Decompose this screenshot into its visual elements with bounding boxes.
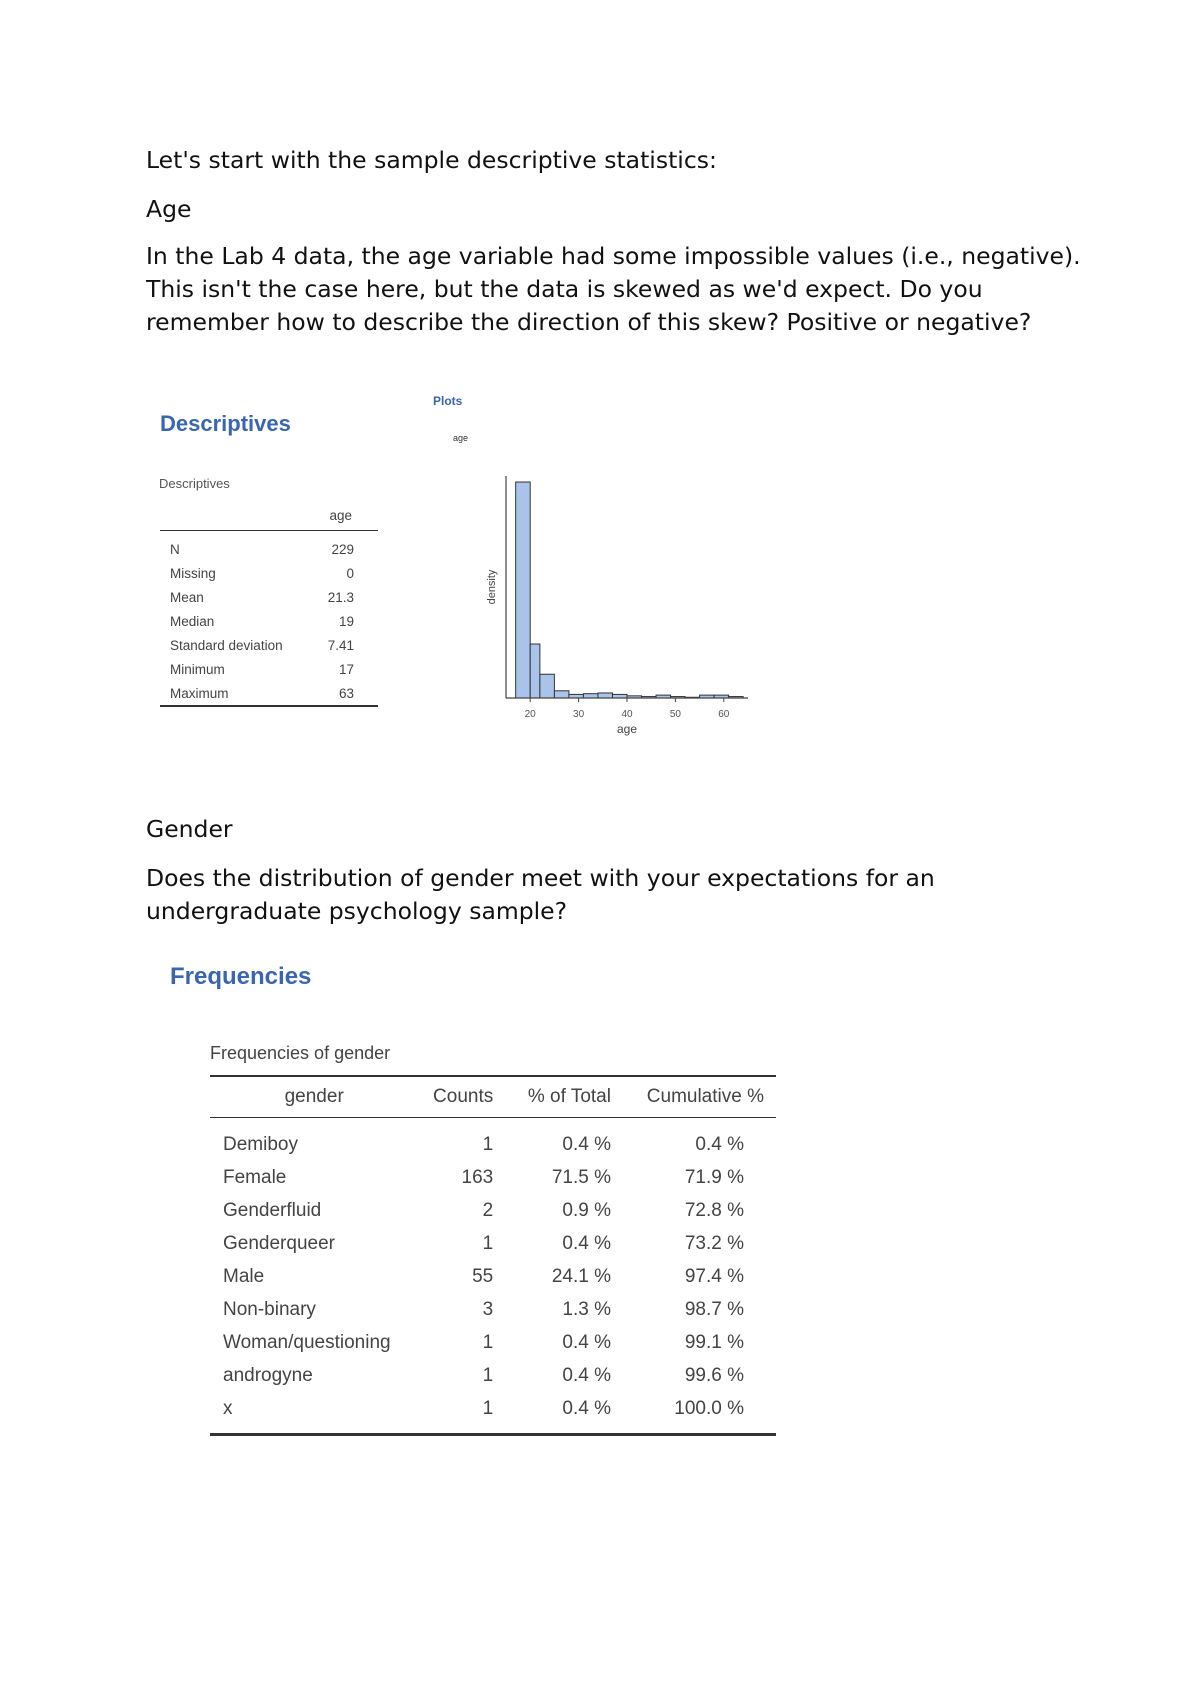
table-row xyxy=(210,1392,776,1435)
gender-heading: Gender xyxy=(146,815,233,843)
table-row xyxy=(210,1359,776,1392)
table-row xyxy=(210,1118,776,1162)
x-axis-label: age xyxy=(616,722,638,736)
cum-cell: 0.4 % xyxy=(695,1133,744,1155)
row-label: Minimum xyxy=(170,661,225,677)
cum-cell: 97.4 % xyxy=(684,1265,744,1287)
cum-cell: 72.8 % xyxy=(684,1199,744,1221)
histogram-bar-5 xyxy=(583,694,598,698)
histogram-bars xyxy=(516,482,743,698)
x-ticks xyxy=(525,698,730,720)
counts-cell: 1 xyxy=(419,1392,511,1435)
cum-cell: 71.9 % xyxy=(684,1166,744,1188)
age-paragraph: In the Lab 4 data, the age variable had some impossible values (i.e., negative). This isn't the case here, but the data is skewed as we'd expect. Do you remember how to describe the direction of this skew? Positive or negative? xyxy=(146,242,1081,336)
pct-cell: 0.4 % xyxy=(562,1232,611,1254)
gender-cell: Non-binary xyxy=(223,1298,316,1320)
gender-cell: x xyxy=(210,1392,419,1435)
row-value: 19 xyxy=(338,613,354,629)
table-row xyxy=(210,1194,776,1227)
row-value: 0 xyxy=(346,565,354,581)
x-tick-label: 20 xyxy=(524,709,536,720)
row-label: Mean xyxy=(170,589,204,605)
table-row xyxy=(210,1326,776,1359)
col-header-counts: Counts xyxy=(419,1076,511,1118)
table-row xyxy=(160,585,378,609)
row-label: Median xyxy=(170,613,215,629)
frequencies-title: Frequencies xyxy=(170,963,312,990)
table-row xyxy=(210,1161,776,1194)
descriptives-table-caption: Descriptives xyxy=(159,476,230,491)
pct-cell: 71.5 % xyxy=(551,1166,611,1188)
col-header-pct: % of Total xyxy=(511,1076,625,1118)
table-row xyxy=(160,657,378,681)
cum-cell: 73.2 % xyxy=(684,1232,744,1254)
descriptives-title: Descriptives xyxy=(160,411,291,436)
row-label: Standard deviation xyxy=(170,637,283,653)
row-value: 63 xyxy=(315,681,378,706)
x-tick-label: 40 xyxy=(621,709,633,720)
row-value: 21.3 xyxy=(327,589,354,605)
gender-paragraph: Does the distribution of gender meet with your expectations for an undergraduate psychology sample? xyxy=(146,864,935,925)
counts-cell: 1 xyxy=(482,1133,494,1155)
age-histogram xyxy=(470,430,770,750)
gender-cell: Female xyxy=(223,1166,287,1188)
intro-text: Let's start with the sample descriptive statistics: xyxy=(146,146,717,174)
table-row xyxy=(160,609,378,633)
cum-cell: 99.6 % xyxy=(684,1364,744,1386)
row-label: Maximum xyxy=(160,681,315,706)
x-tick-label: 30 xyxy=(573,709,585,720)
gender-cell: Genderqueer xyxy=(223,1232,335,1254)
histogram-bar-1 xyxy=(530,644,540,698)
x-tick-label: 60 xyxy=(718,709,730,720)
gender-cell: Genderfluid xyxy=(223,1199,322,1221)
table-row xyxy=(210,1293,776,1326)
age-heading: Age xyxy=(146,195,192,223)
counts-cell: 1 xyxy=(482,1232,494,1254)
pct-cell: 1.3 % xyxy=(562,1298,611,1320)
gender-cell: Demiboy xyxy=(223,1133,298,1155)
pct-cell: 0.4 % xyxy=(511,1392,625,1435)
x-tick-label: 50 xyxy=(669,709,681,720)
table-row xyxy=(210,1227,776,1260)
table-row xyxy=(210,1260,776,1293)
gender-cell: Woman/questioning xyxy=(223,1331,391,1353)
y-axis-label: density xyxy=(486,569,498,605)
gender-cell: androgyne xyxy=(223,1364,313,1386)
counts-cell: 1 xyxy=(482,1364,494,1386)
histogram-bar-3 xyxy=(554,691,569,698)
counts-cell: 3 xyxy=(482,1298,494,1320)
row-value: 17 xyxy=(338,661,354,677)
histogram-bar-6 xyxy=(598,693,613,698)
counts-cell: 55 xyxy=(472,1265,494,1287)
col-header-gender: gender xyxy=(210,1076,419,1118)
cum-cell: 99.1 % xyxy=(684,1331,744,1353)
histogram-bar-0 xyxy=(516,482,531,698)
histogram-bar-2 xyxy=(540,674,555,698)
counts-cell: 163 xyxy=(461,1166,494,1188)
row-label: Missing xyxy=(170,565,216,581)
pct-cell: 24.1 % xyxy=(551,1265,611,1287)
pct-cell: 0.9 % xyxy=(562,1199,611,1221)
row-label: N xyxy=(170,541,180,557)
pct-cell: 0.4 % xyxy=(562,1133,611,1155)
cum-cell: 98.7 % xyxy=(684,1298,744,1320)
counts-cell: 2 xyxy=(482,1199,494,1221)
plots-title: Plots xyxy=(433,394,463,408)
pct-cell: 0.4 % xyxy=(562,1364,611,1386)
descriptives-column-header: age xyxy=(315,500,378,531)
counts-cell: 1 xyxy=(482,1331,494,1353)
table-row xyxy=(160,531,378,562)
descriptives-table xyxy=(160,500,378,707)
row-value: 229 xyxy=(331,541,354,557)
table-row xyxy=(160,681,378,706)
col-header-cumulative: Cumulative % xyxy=(625,1076,776,1118)
gender-cell: Male xyxy=(223,1265,265,1287)
table-row xyxy=(160,561,378,585)
table-row xyxy=(160,633,378,657)
cum-cell: 100.0 % xyxy=(625,1392,776,1435)
plots-subtitle: age xyxy=(453,433,469,443)
pct-cell: 0.4 % xyxy=(562,1331,611,1353)
row-value: 7.41 xyxy=(327,637,354,653)
frequencies-table-caption: Frequencies of gender xyxy=(210,1043,391,1063)
frequencies-table xyxy=(210,1075,776,1436)
